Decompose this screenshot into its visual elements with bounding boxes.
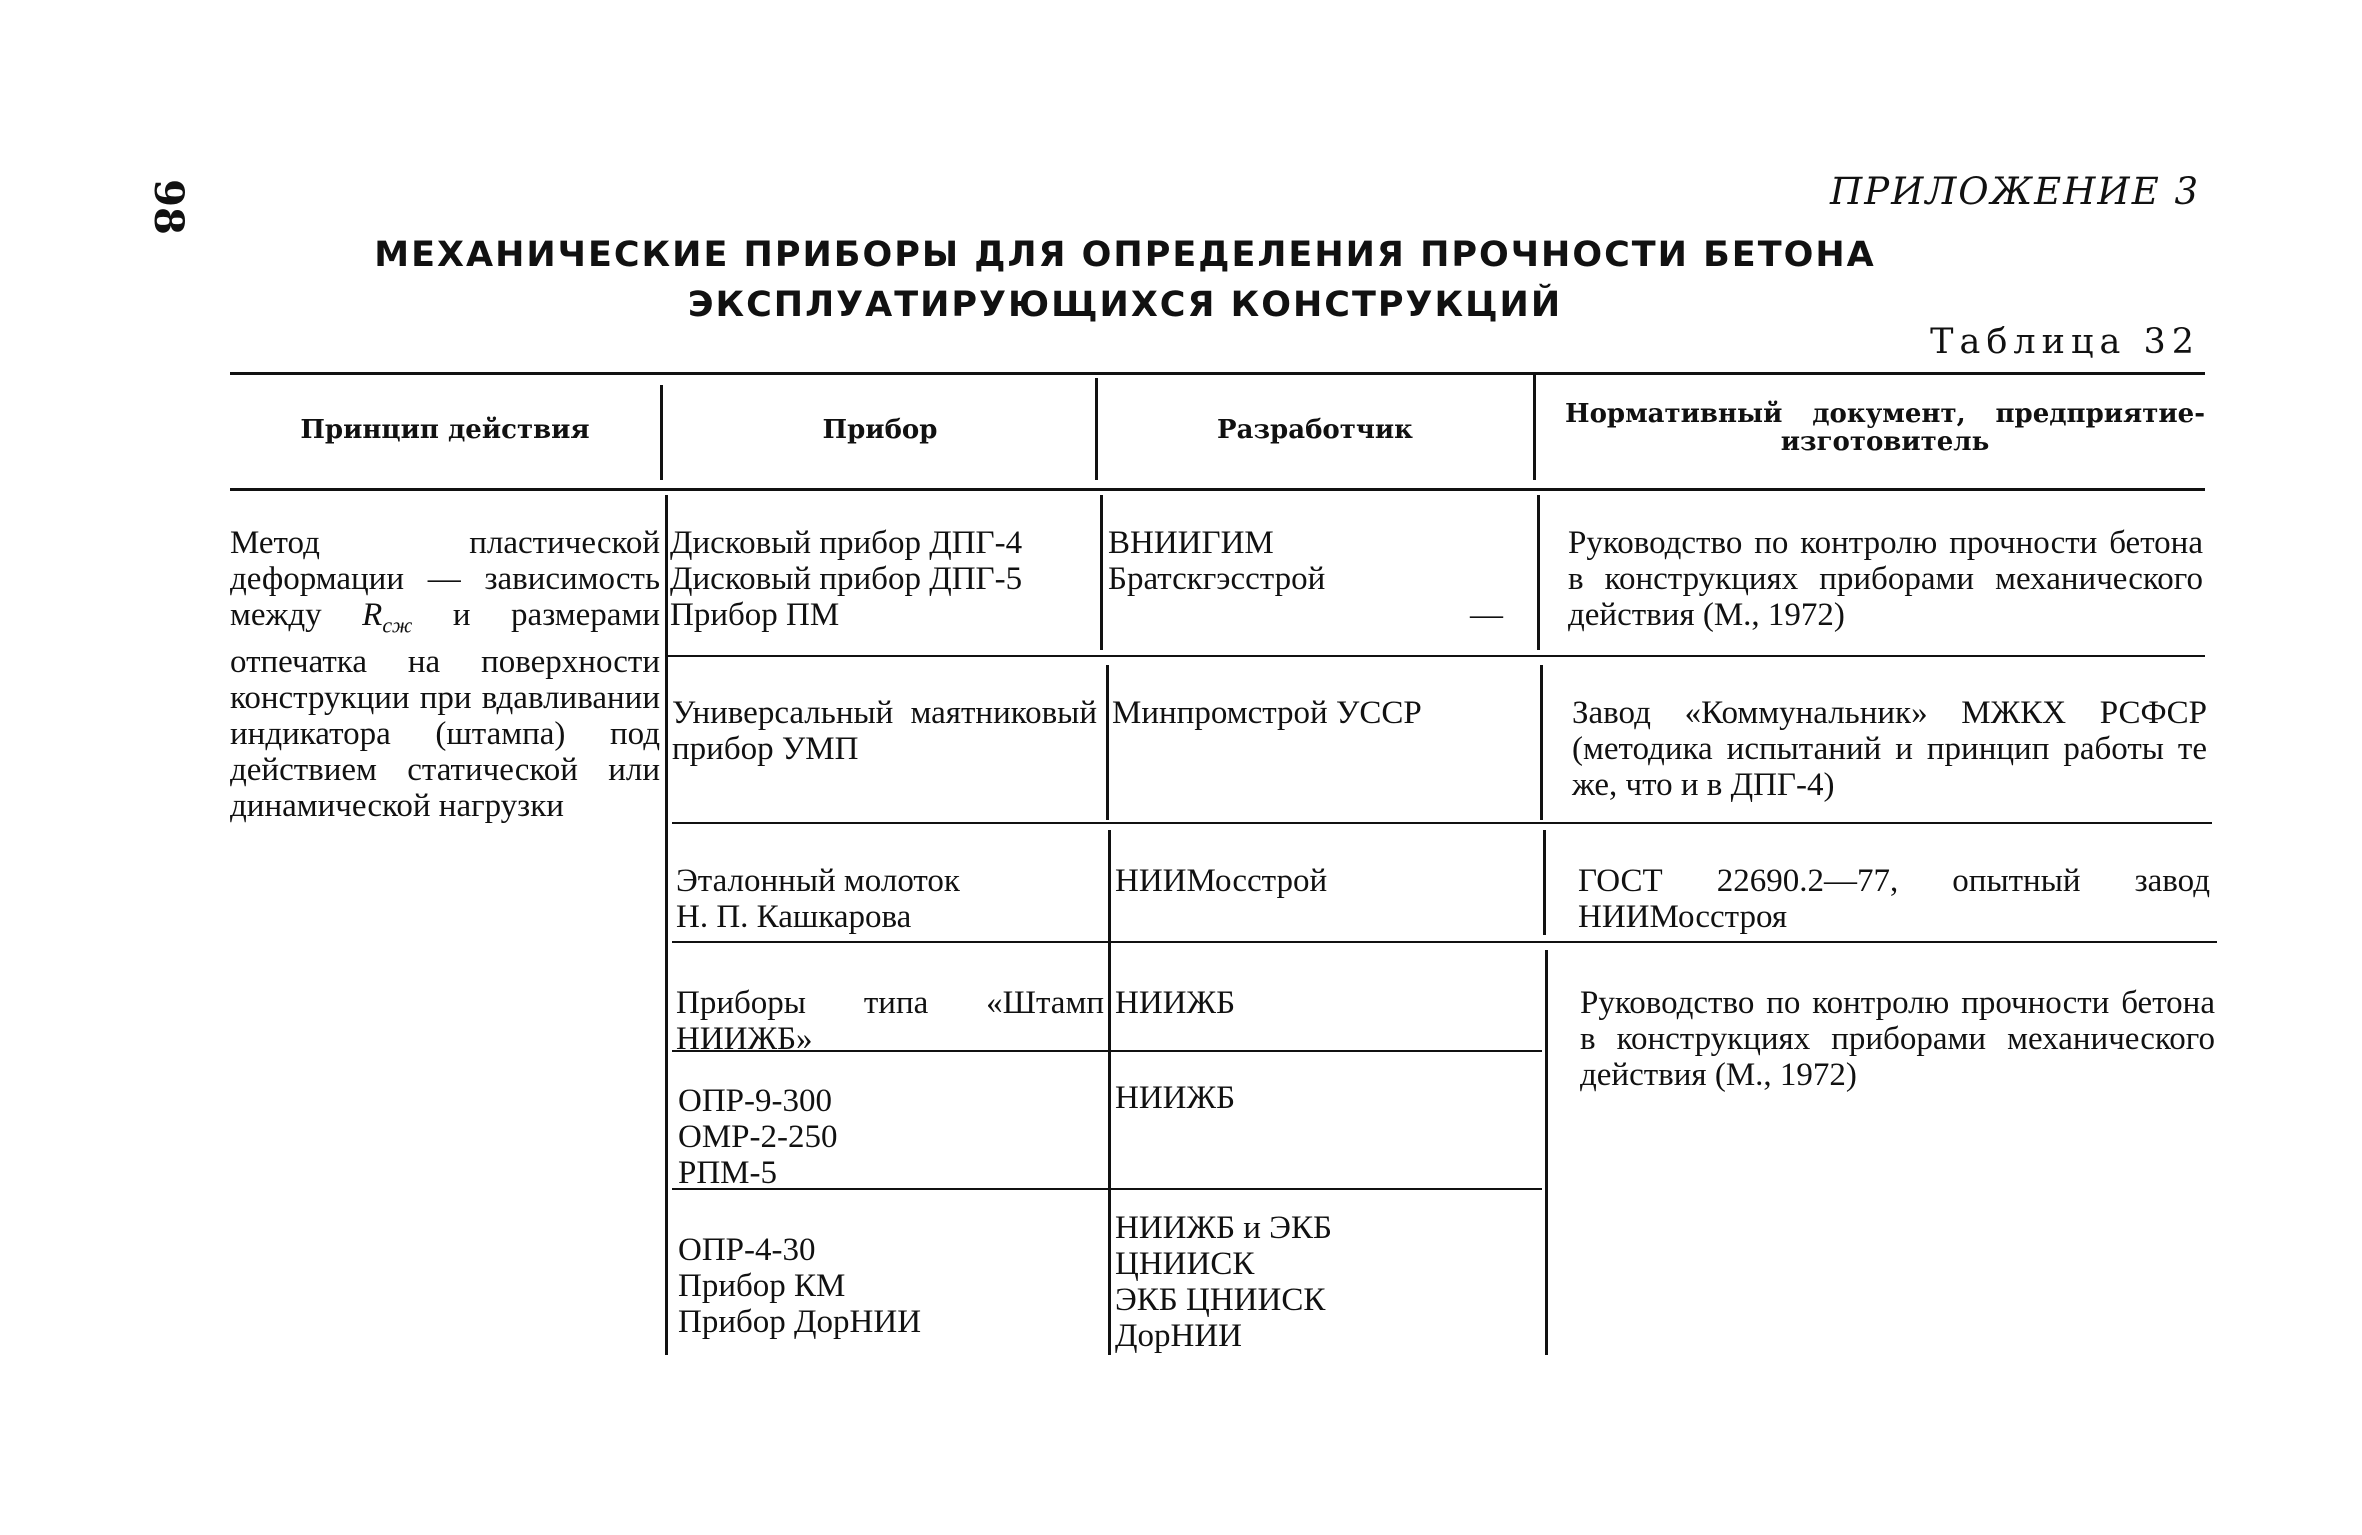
device-dpg5: Дисковый прибор ДПГ-5 [670,561,1023,597]
developer-vniigim: ВНИИГИМ [1108,525,1274,561]
principle-text-before: Метод пластической деформации — зависимость между [230,525,660,633]
header-developer: Разработчик [1217,415,1413,445]
developer-ekb-cniisk: ЭКБ ЦНИИСК [1115,1282,1326,1318]
header-divider-3 [1533,375,1536,480]
developer-dash: — [1470,597,1503,633]
device-opr-4-30: ОПР-4-30 [678,1232,816,1268]
body-divider-3c [1543,830,1546,935]
table-row-2-document: Завод «Коммунальник» МЖКХ РСФСР (методика испытаний и принцип работы те же, что и в ДПГ-4) [1572,695,2207,803]
title-line-1: МЕХАНИЧЕСКИЕ ПРИБОРЫ ДЛЯ ОПРЕДЕЛЕНИЯ ПРОЧНОСТИ БЕТОНА [374,235,1876,275]
developer-cniisk: ЦНИИСК [1115,1246,1255,1282]
appendix-label: ПРИЛОЖЕНИЕ 3 [1829,170,2200,213]
page-number: 98 [145,179,192,235]
table-row-3-developers: НИИМосстрой [1115,863,1328,899]
principle-cell [230,525,660,824]
table-row-4-developers: НИИЖБ [1115,985,1236,1021]
body-divider-2a [1100,495,1103,650]
title-line-2: ЭКСПЛУАТИРУЮЩИХСЯ КОНСТРУКЦИЙ [687,285,1563,325]
table-row-2-devices: Универсальный маятниковый прибор УМП [672,695,1097,767]
device-opr-9-300: ОПР-9-300 [678,1083,832,1119]
document-title [300,230,1950,330]
table-row-5-devices [678,1083,1103,1191]
table-row-3-document: ГОСТ 22690.2—77, опытный завод НИИМосстроя [1578,863,2210,935]
device-dpg4: Дисковый прибор ДПГ-4 [670,525,1023,561]
table-row-4-document: Руководство по контролю прочности бетона в конструкциях приборами механического действия (М., 1972) [1580,985,2215,1093]
table-row-6-devices [678,1232,1103,1340]
developer-dornii: ДорНИИ [1115,1318,1243,1354]
row-rule-3 [672,941,2217,943]
developer-niizhb-ekb: НИИЖБ и ЭКБ [1115,1210,1332,1246]
table-row-1-developers [1108,525,1533,633]
table-header-rule [230,488,2205,491]
header-document: Нормативный документ, предприятие-изготовитель [1565,399,2205,457]
header-device: Прибор [822,415,938,445]
body-divider-3b [1540,665,1543,820]
body-divider-2c [1108,830,1111,1355]
body-divider-3a [1537,495,1540,650]
table-top-rule [230,372,2205,375]
body-divider-2b [1106,665,1109,820]
device-omr-2-250: ОМР-2-250 [678,1119,838,1155]
principle-symbol-letter: R [362,597,383,633]
device-kashkarov: Н. П. Кашкарова [676,899,912,935]
row-rule-2 [672,822,2212,824]
device-rpm-5: РПМ-5 [678,1155,778,1191]
row-rule-1 [668,655,2205,657]
principle-symbol-subscript: сж [382,612,413,638]
table-row-4-devices: Приборы типа «Штамп НИИЖБ» [676,985,1104,1057]
developer-bratsk: Братскгэсстрой [1108,561,1326,597]
table-row-5-developers: НИИЖБ [1115,1080,1236,1116]
device-dornii: Прибор ДорНИИ [678,1304,922,1340]
header-principle: Принцип действия [300,415,590,445]
table-row-6-developers [1115,1210,1540,1354]
header-divider-2 [1095,378,1098,480]
table-row-1-document: Руководство по контролю прочности бетона в конструкциях приборами механического действия (М., 1972) [1568,525,2203,633]
table-row-3-devices [676,863,1101,935]
device-etalon-hammer: Эталонный молоток [676,863,960,899]
device-pm: Прибор ПМ [670,597,840,633]
principle-symbol [362,597,413,638]
table-row-1-devices [670,525,1095,633]
device-km: Прибор КМ [678,1268,846,1304]
header-divider-1 [660,385,663,480]
body-divider-3d [1545,950,1548,1355]
table-label: Таблица 32 [1930,322,2200,362]
table-row-2-developers: Минпромстрой УССР [1112,695,1422,731]
body-divider-1 [665,495,668,1355]
principle-text-after: и размерами отпечатка на поверхности конструкции при вдавливании индикатора (штампа) под действием статической или динамической нагрузки [230,597,660,824]
